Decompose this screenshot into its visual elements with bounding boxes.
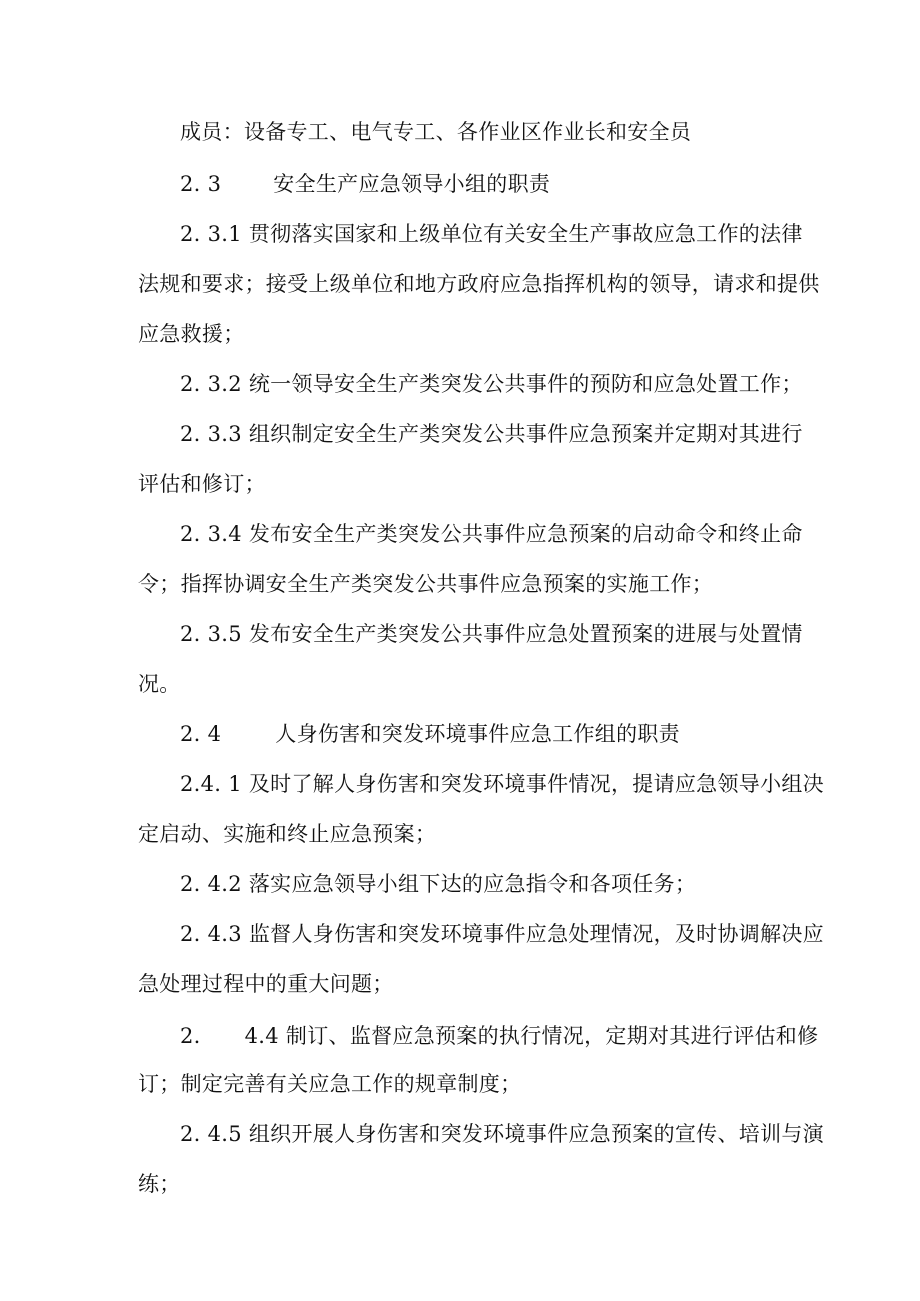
paragraph-2-4-4-prefix: 2. (180, 1024, 201, 1048)
paragraph-2-4-1-line-1: 2.4. 1 及时了解人身伤害和突发环境事件情况，提请应急领导小组决 (180, 772, 824, 796)
paragraph-2-3-1-line-1: 2. 3.1 贯彻落实国家和上级单位有关安全生产事故应急工作的法律 (180, 222, 803, 246)
paragraph-2-4-4-line-2: 订；制定完善有关应急工作的规章制度； (138, 1072, 522, 1096)
paragraph-2-4-4-text: 4.4 制订、监督应急预案的执行情况，定期对其进行评估和修 (244, 1024, 819, 1048)
paragraph-2-3-2: 2. 3.2 统一领导安全生产类突发公共事件的预防和应急处置工作； (180, 372, 803, 396)
heading-2-3 (180, 170, 550, 198)
heading-2-3-number: 2. 3 (180, 172, 222, 196)
paragraph-2-4-3-line-2: 急处理过程中的重大问题； (138, 972, 394, 996)
paragraph-2-3-5-line-1: 2. 3.5 发布安全生产类突发公共事件应急处置预案的进展与处置情 (180, 622, 803, 646)
paragraph-2-3-5-line-2: 况。 (138, 672, 181, 696)
paragraph-2-4-4-line-1 (180, 1022, 818, 1050)
paragraph-2-4-5-line-2: 练； (138, 1172, 181, 1196)
paragraph-2-3-3-line-2: 评估和修订； (138, 472, 266, 496)
heading-2-4 (180, 720, 680, 748)
paragraph-2-3-1-line-3: 应急救援； (138, 322, 245, 346)
paragraph-2-3-4-line-1: 2. 3.4 发布安全生产类突发公共事件应急预案的启动命令和终止命 (180, 522, 803, 546)
heading-2-3-title: 安全生产应急领导小组的职责 (273, 172, 551, 196)
paragraph-2-3-1-line-2: 法规和要求；接受上级单位和地方政府应急指挥机构的领导，请求和提供 (138, 272, 820, 296)
members-line: 成员：设备专工、电气专工、各作业区作业长和安全员 (180, 120, 692, 144)
paragraph-2-3-3-line-1: 2. 3.3 组织制定安全生产类突发公共事件应急预案并定期对其进行 (180, 422, 803, 446)
paragraph-2-3-4-line-2: 令；指挥协调安全生产类突发公共事件应急预案的实施工作； (138, 572, 714, 596)
paragraph-2-4-5-line-1: 2. 4.5 组织开展人身伤害和突发环境事件应急预案的宣传、培训与演 (180, 1122, 824, 1146)
heading-2-4-number: 2. 4 (180, 722, 222, 746)
heading-2-4-title: 人身伤害和突发环境事件应急工作组的职责 (275, 722, 680, 746)
paragraph-2-4-3-line-1: 2. 4.3 监督人身伤害和突发环境事件应急处理情况，及时协调解决应 (180, 922, 824, 946)
paragraph-2-4-2: 2. 4.2 落实应急领导小组下达的应急指令和各项任务； (180, 872, 697, 896)
paragraph-2-4-1-line-2: 定启动、实施和终止应急预案； (138, 822, 437, 846)
